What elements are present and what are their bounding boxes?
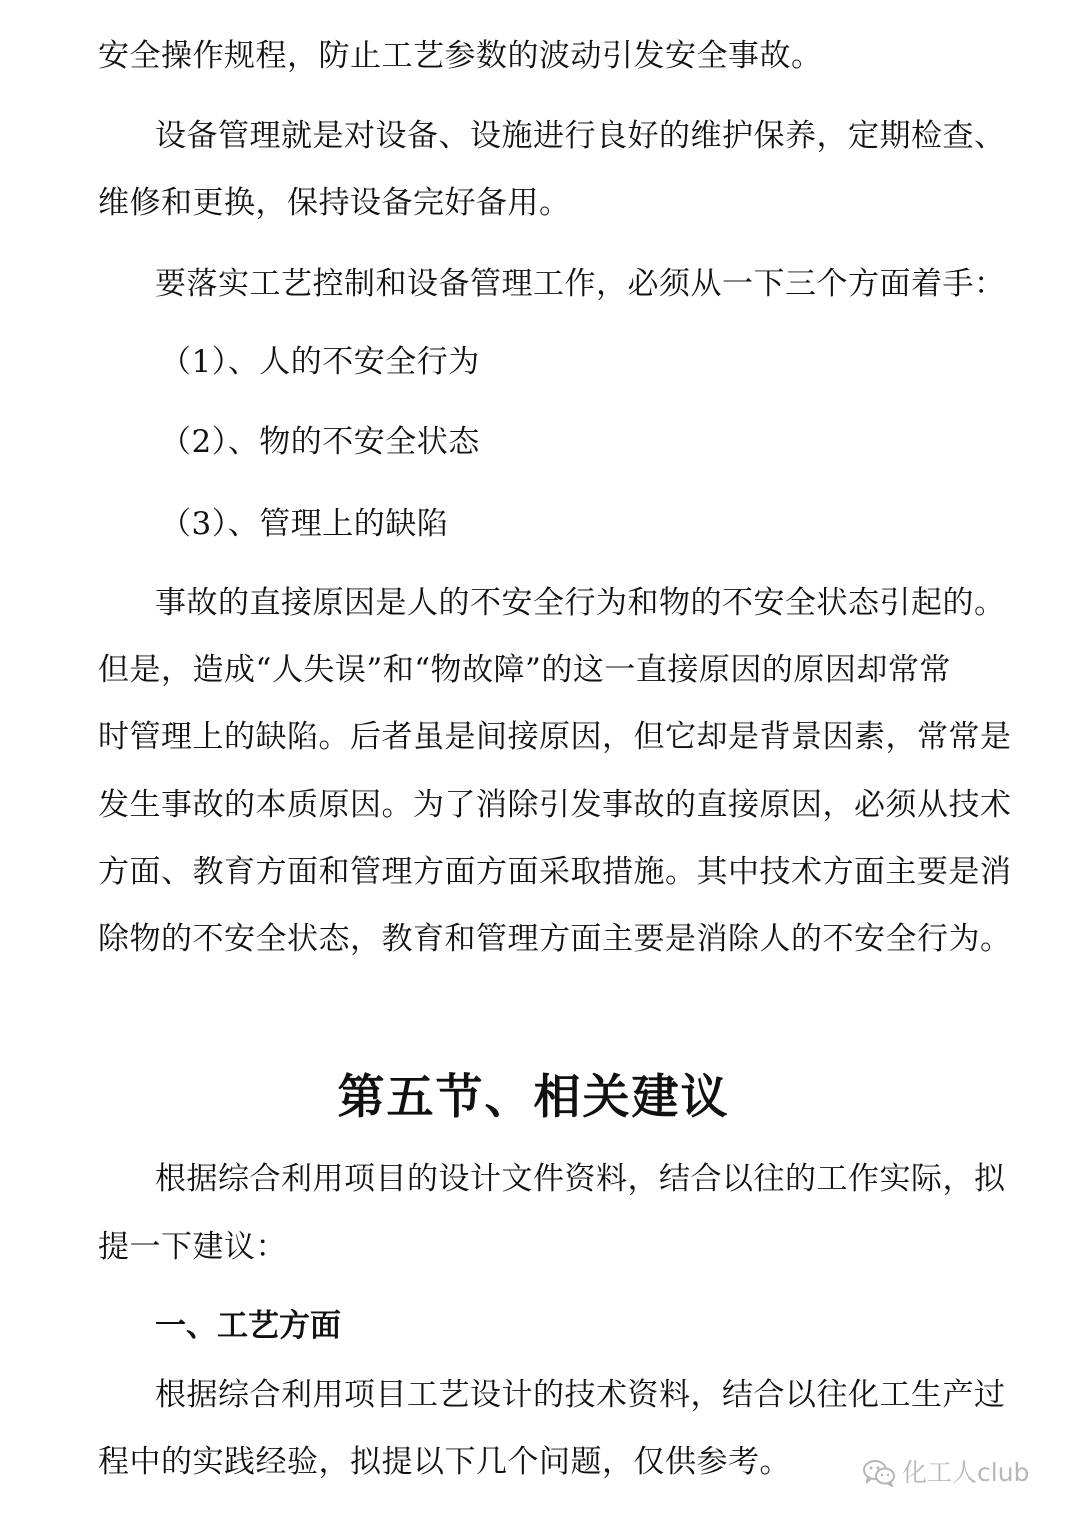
watermark — [862, 1458, 1029, 1488]
subheading: 一、工艺方面 — [155, 1308, 341, 1344]
paragraph-line: 方面、教育方面和管理方面方面采取措施。其中技术方面主要是消 — [98, 854, 1012, 890]
paragraph-line: 程中的实践经验，拟提以下几个问题，仅供参考。 — [98, 1444, 791, 1480]
paragraph-line: 但是，造成“人失误”和“物故障”的这一直接原因的原因却常常 — [98, 652, 951, 688]
list-item: （1）、人的不安全行为 — [160, 344, 480, 380]
wechat-icon — [862, 1459, 896, 1487]
paragraph-line: 根据综合利用项目工艺设计的技术资料，结合以往化工生产过 — [155, 1377, 1006, 1413]
list-item: （2）、物的不安全状态 — [160, 424, 480, 460]
paragraph-line: 除物的不安全状态，教育和管理方面主要是消除人的不安全行为。 — [98, 921, 1012, 957]
paragraph-line: 要落实工艺控制和设备管理工作，必须从一下三个方面着手： — [155, 266, 1006, 302]
paragraph-line: 发生事故的本质原因。为了消除引发事故的直接原因，必须从技术 — [98, 787, 1012, 823]
list-item: （3）、管理上的缺陷 — [160, 506, 449, 542]
paragraph-line: 设备管理就是对设备、设施进行良好的维护保养，定期检查、 — [155, 118, 1006, 154]
watermark-text: 化工人club — [902, 1458, 1030, 1487]
paragraph-line: 根据综合利用项目的设计文件资料，结合以往的工作实际，拟 — [155, 1161, 1006, 1197]
paragraph-line: 安全操作规程，防止工艺参数的波动引发安全事故。 — [98, 38, 823, 74]
paragraph-line: 维修和更换，保持设备完好备用。 — [98, 185, 571, 221]
paragraph-line: 事故的直接原因是人的不安全行为和物的不安全状态引起的。 — [155, 585, 1006, 621]
section-title: 第五节、相关建议 — [337, 1070, 730, 1125]
paragraph-line: 提一下建议： — [98, 1229, 287, 1265]
paragraph-line: 时管理上的缺陷。后者虽是间接原因，但它却是背景因素，常常是 — [98, 719, 1012, 755]
